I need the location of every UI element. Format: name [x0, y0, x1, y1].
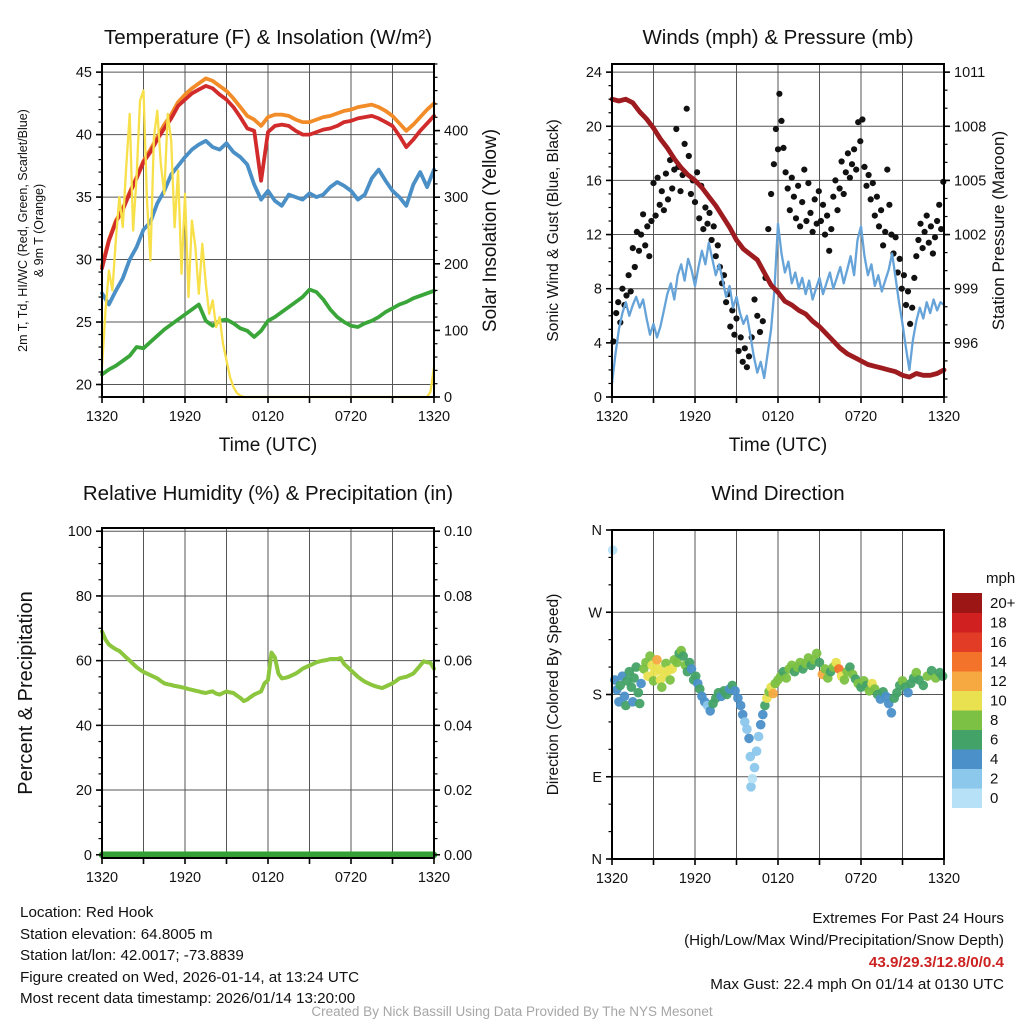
dir-plot-svg [512, 464, 1024, 928]
y-tick-label: 100 [67, 524, 92, 541]
x-tick-label: 0720 [334, 870, 368, 886]
x-tick-label: 1320 [417, 870, 451, 886]
x-tick-label: 0720 [844, 871, 878, 887]
y-tick-label: 0.08 [444, 588, 473, 605]
y-tick-label: 25 [75, 315, 92, 332]
y-tick-label: 12 [585, 227, 602, 244]
x-tick-label: 1320 [927, 871, 961, 887]
y-tick-label: 24 [585, 65, 602, 82]
y-tick-label: 20 [75, 783, 92, 800]
y-tick-label: 0.02 [444, 783, 473, 800]
x-tick-label: 1320 [417, 409, 451, 425]
x-tick-label: 1320 [85, 409, 119, 425]
y-tick-label: 1002 [954, 227, 987, 244]
y-tick-label: E [592, 769, 602, 786]
y-tick-label: 999 [954, 281, 979, 298]
y-tick-label: 16 [585, 173, 602, 190]
colorbar-label: 10 [990, 692, 1007, 710]
wind-direction-chart [512, 464, 1024, 928]
x-tick-label: 0120 [761, 871, 795, 887]
x-tick-label: 1920 [678, 871, 712, 887]
y-tick-label: 300 [444, 190, 469, 207]
y-tick-label: N [591, 852, 602, 868]
colorbar-label: 8 [990, 711, 999, 729]
rh-plot-svg [0, 464, 512, 928]
x-tick-label: 0120 [761, 409, 795, 425]
y-axis-label: Direction (Colored By Speed) [545, 593, 562, 796]
humidity-precipitation-chart [0, 464, 512, 928]
extremes-title: Extremes For Past 24 Hours [812, 910, 1004, 927]
station-latlon: Station lat/lon: 42.0017; -73.8839 [20, 947, 244, 964]
y-tick-label: 400 [444, 123, 469, 140]
y-tick-label: 1005 [954, 173, 987, 190]
y-tick-label: W [588, 605, 602, 622]
winds-pressure-chart [512, 0, 1024, 464]
y-tick-label: 0.06 [444, 653, 473, 670]
chart-title: Relative Humidity (%) & Precipitation (in) [82, 482, 454, 505]
figure-created: Figure created on Wed, 2026-01-14, at 13:24 UTC [20, 968, 360, 986]
y-tick-label: 60 [75, 653, 92, 670]
extremes-values: 43.9/29.3/12.8/0/0.4 [868, 954, 1004, 971]
y-tick-label: 1011 [954, 65, 986, 82]
colorbar-label: 16 [990, 633, 1007, 651]
colorbar-label: 18 [990, 614, 1007, 632]
x-tick-label: 1320 [85, 870, 119, 886]
x-tick-label: 0120 [251, 409, 285, 425]
y-tick-label: 40 [75, 718, 92, 735]
y-tick-label: 35 [75, 190, 92, 207]
y-tick-label: 4 [593, 335, 602, 352]
colorbar-label: 2 [990, 770, 999, 788]
y-tick-label: S [592, 687, 602, 704]
y-tick-label: 0 [593, 390, 602, 406]
chart-title: Temperature (F) & Insolation (W/m²) [103, 26, 433, 49]
station-location: Location: Red Hook [20, 904, 154, 921]
y-tick-label: N [591, 523, 602, 539]
colorbar-label: 14 [990, 653, 1007, 671]
x-axis-label: Time (UTC) [218, 435, 318, 456]
credit-line: Created By Nick Bassill Using Data Provided By The NYS Mesonet [311, 1004, 713, 1019]
y-tick-label: 0.00 [444, 847, 473, 864]
y-axis-label: Percent & Precipitation [15, 591, 37, 795]
y-tick-label: 1008 [954, 119, 987, 136]
colorbar-label: 0 [990, 789, 999, 807]
y-tick-label: 200 [444, 256, 469, 273]
y-tick-label: 30 [75, 252, 92, 269]
colorbar-label: 6 [990, 731, 999, 749]
station-elevation: Station elevation: 64.8005 m [20, 925, 213, 943]
x-tick-label: 1320 [595, 871, 629, 887]
temp-plot-svg [0, 0, 512, 464]
y-tick-label: 0 [83, 847, 92, 864]
x-tick-label: 1320 [595, 409, 629, 425]
chart-title: Wind Direction [711, 482, 845, 505]
x-tick-label: 0120 [251, 870, 285, 886]
chart-title: Winds (mph) & Pressure (mb) [642, 26, 914, 49]
temperature-insolation-chart [0, 0, 512, 464]
y-tick-label: 0.10 [444, 524, 473, 541]
colorbar-label: 20+ [990, 594, 1016, 612]
y-tick-label: 20 [585, 119, 602, 136]
x-tick-label: 1920 [678, 409, 712, 425]
y-tick-label: 20 [75, 377, 92, 394]
x-tick-label: 1920 [168, 409, 202, 425]
y-tick-label: 8 [593, 281, 602, 298]
extremes-subtitle: (High/Low/Max Wind/Precipitation/Snow Depth) [684, 932, 1004, 949]
y-axis-label: 2m T, Td, HI/WC (Red, Green, Scarlet/Blue) [16, 109, 30, 352]
y-tick-label: 0 [444, 390, 453, 406]
y-tick-label: 80 [75, 588, 92, 605]
y-axis-label: & 9m T (Orange) [32, 183, 46, 278]
max-gust: Max Gust: 22.4 mph On 01/14 at 0130 UTC [710, 976, 1004, 993]
data-timestamp: Most recent data timestamp: 2026/01/14 13:20:00 [20, 990, 356, 1007]
y-tick-label: 0.04 [444, 718, 473, 735]
x-tick-label: 0720 [334, 409, 368, 425]
y-axis-label: Sonic Wind & Gust (Blue, Black) [545, 119, 562, 342]
x-tick-label: 0720 [844, 409, 878, 425]
station-info-block [20, 902, 359, 1010]
wind-plot-svg [512, 0, 1024, 464]
colorbar-label: 12 [990, 672, 1007, 690]
y-tick-label: 100 [444, 323, 469, 340]
y-tick-label: 45 [75, 65, 92, 82]
y-tick-label: 996 [954, 335, 979, 352]
x-axis-label: Time (UTC) [728, 435, 828, 456]
y-tick-label: 40 [75, 127, 92, 144]
y-axis-label: Station Pressure (Maroon) [989, 130, 1008, 331]
extremes-block [684, 908, 1004, 996]
colorbar-label: 4 [990, 750, 999, 768]
speed-colorbar [952, 570, 1016, 808]
x-tick-label: 1320 [927, 409, 961, 425]
x-tick-label: 1920 [168, 870, 202, 886]
y-axis-label: Solar Insolation (Yellow) [480, 128, 501, 333]
colorbar-title: mph [986, 570, 1016, 587]
